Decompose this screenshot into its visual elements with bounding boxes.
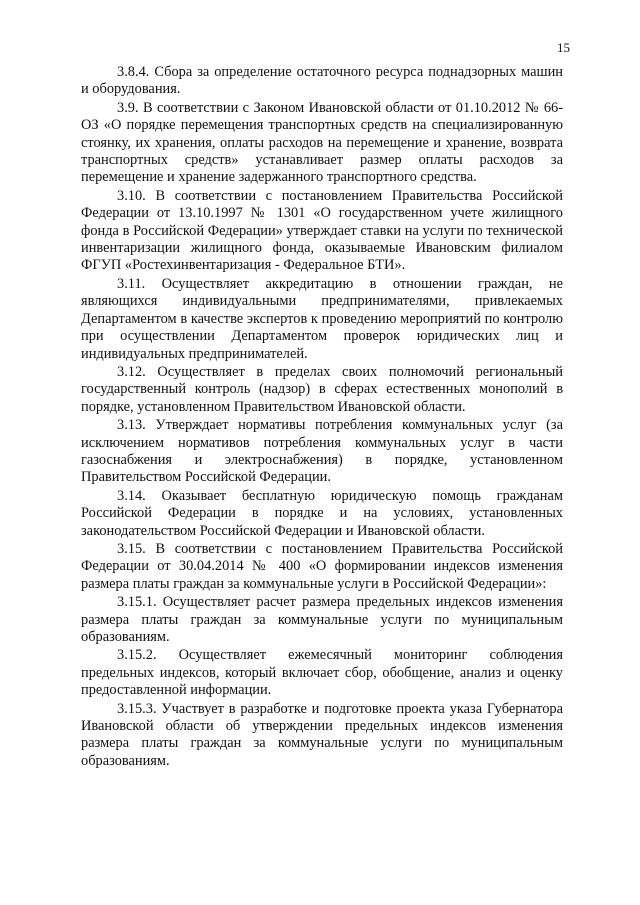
paragraph-3-8-4: 3.8.4. Сбора за определение остаточного ресурса поднадзорных машин и оборудования. xyxy=(81,64,563,98)
document-body xyxy=(81,64,563,770)
page-number: 15 xyxy=(557,40,570,55)
paragraph-3-15-2: 3.15.2. Осуществляет ежемесячный мониторинг соблюдения предельных индексов, который включает сбор, обобщение, анализ и оценку предоставленной информации. xyxy=(81,647,563,699)
paragraph-3-14: 3.14. Оказывает бесплатную юридическую помощь гражданам Российской Федерации в порядке и на условиях, установленных законодательством Российской Федерации и Ивановской области. xyxy=(81,487,563,539)
paragraph-3-15: 3.15. В соответствии с постановлением Правительства Российской Федерации от 30.04.2014 № 400 «О формировании индексов изменения размера платы граждан за коммунальные услуги в Российской Федерации»: xyxy=(81,540,563,592)
paragraph-3-10: 3.10. В соответствии с постановлением Правительства Российской Федерации от 13.10.1997 № 1301 «О государственном учете жилищного фонда в Российской Федерации» утверждает ставки на услуги по технической инвентаризации жилищного фонда, оказываемые Ивановским филиалом ФГУП «Ростехинвентаризация - Федеральное БТИ». xyxy=(81,187,563,274)
paragraph-3-13: 3.13. Утверждает нормативы потребления коммунальных услуг (за исключением нормативов потребления коммунальных услуг в части газоснабжения и электроснабжения) в порядке, установленном Правительством Российской Федерации. xyxy=(81,417,563,486)
paragraph-3-12: 3.12. Осуществляет в пределах своих полномочий региональный государственный контроль (надзор) в сферах естественных монополий в порядке, установленном Правительством Ивановской области. xyxy=(81,363,563,415)
paragraph-3-11: 3.11. Осуществляет аккредитацию в отношении граждан, не являющихся индивидуальными предпринимателями, привлекаемых Департаментом в качестве экспертов к проведению мероприятий по контролю при осуществлении Департаментом проверок юридических лиц и индивидуальных предпринимателей. xyxy=(81,275,563,362)
paragraph-3-15-3: 3.15.3. Участвует в разработке и подготовке проекта указа Губернатора Ивановской области об утверждении предельных индексов изменения размера платы граждан за коммунальные услуги по муниципальным образованиям. xyxy=(81,700,563,769)
paragraph-3-9: 3.9. В соответствии с Законом Ивановской области от 01.10.2012 № 66-ОЗ «О порядке перемещения транспортных средств на специализированную стоянку, их хранения, оплаты расходов на перемещение и хранение, возврата транспортных средств» устанавливает размер оплаты расходов за перемещение и хранение задержанного транспортного средства. xyxy=(81,99,563,186)
paragraph-3-15-1: 3.15.1. Осуществляет расчет размера предельных индексов изменения размера платы граждан за коммунальные услуги по муниципальным образованиям. xyxy=(81,594,563,645)
